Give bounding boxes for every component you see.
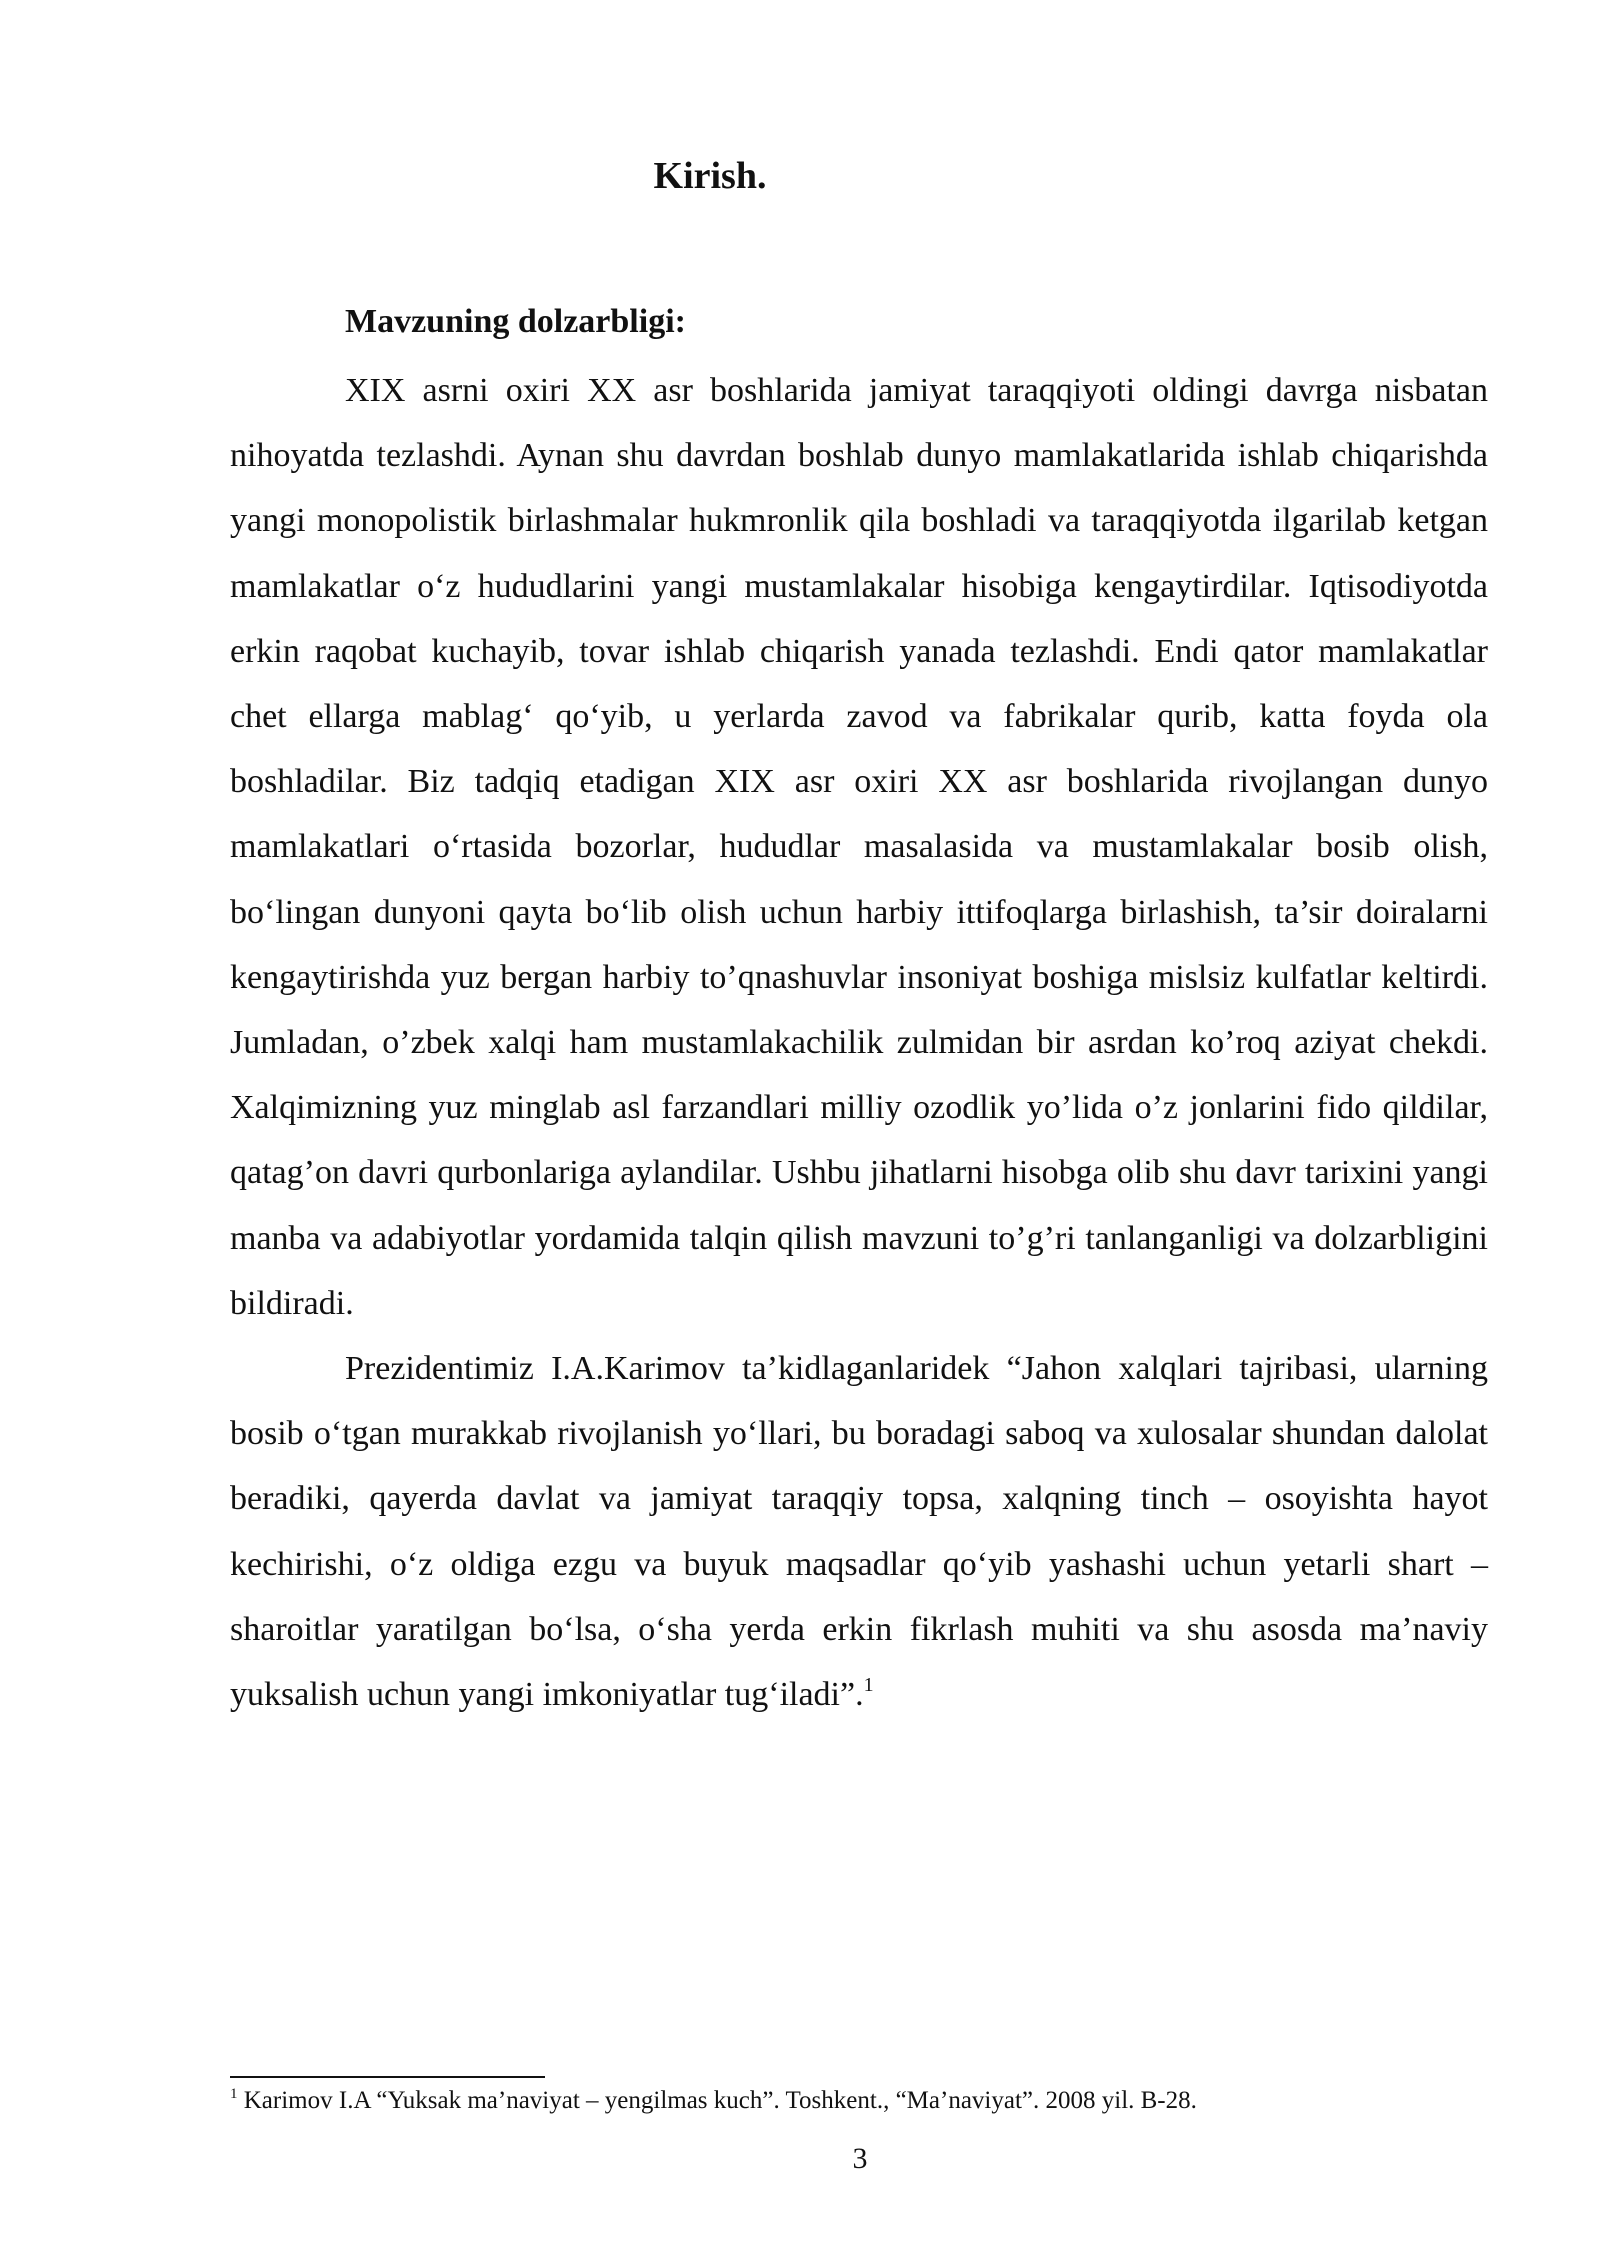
footnote-reference[interactable]: 1 xyxy=(863,1674,874,1697)
paragraph xyxy=(230,1336,1488,1727)
footnote xyxy=(230,2084,1488,2118)
body-text xyxy=(230,358,1488,1727)
page-number: 3 xyxy=(852,2142,868,2175)
footnote-text: Karimov I.A “Yuksak ma’naviyat – yengilmas kuch”. Toshkent., “Ma’naviyat”. 2008 yil. B-28. xyxy=(243,2087,1197,2114)
section-heading: Mavzuning dolzarbligi: xyxy=(345,303,686,340)
page-title: Kirish. xyxy=(653,155,767,197)
paragraph-text: XIX asrni oxiri XX asr boshlarida jamiyat taraqqiyoti oldingi davrga nisbatan nihoyatda tezlashdi. Aynan shu davrdan boshlab dunyo mamlakatlarida ishlab chiqarishda yangi monopolistik birlashmalar hukmronlik qila boshladi va taraqqiyotda ilgarilab ketgan mamlakatlar o‘z hududlarini yangi mustamlakalar hisobiga kengaytirdilar. Iqtisodiyotda erkin raqobat kuchayib, tovar ishlab chiqarish yanada tezlashdi. Endi qator mamlakatlar chet ellarga mablag‘ qo‘yib, u yerlarda zavod va fabrikalar qurib, katta foyda ola boshladilar. Biz tadqiq etadigan XIX asr oxiri XX asr boshlarida rivojlangan dunyo mamlakatlari o‘rtasida bozorlar, hududlar masalasida va mustamlakalar bosib olish, bo‘lingan dunyoni qayta bo‘lib olish uchun harbiy ittifoqlarga birlashish, ta’sir doiralarni kengaytirishda yuz bergan harbiy to’qnashuvlar insoniyat boshiga mislsiz kulfatlar keltirdi. Jumladan, o’zbek xalqi ham mustamlakachilik zulmidan bir asrdan ko’roq aziyat chekdi. Xalqimizning yuz minglab asl farzandlari milliy ozodlik yo’lida o’z jonlarini fido qildilar, qatag’on davri qurbonlariga aylandilar. Ushbu jihatlarni hisobga olib shu davr tarixini yangi manba va adabiyotlar yordamida talqin qilish mavzuni to’g’ri tanlanganligi va dolzarbligini bildiradi. xyxy=(230,372,1488,1322)
paragraph xyxy=(230,358,1488,1336)
footnote-marker: 1 xyxy=(230,2086,238,2102)
footnote-separator xyxy=(230,2076,545,2078)
paragraph-text: Prezidentimiz I.A.Karimov ta’kidlaganlaridek “Jahon xalqlari tajribasi, ularning bosib o‘tgan murakkab rivojlanish yo‘llari, bu boradagi saboq va xulosalar shundan dalolat beradiki, qayerda davlat va jamiyat taraqqiy topsa, xalqning tinch – osoyishta hayot kechirishi, o‘z oldiga ezgu va buyuk maqsadlar qo‘yib yashashi uchun yetarli shart – sharoitlar yaratilgan bo‘lsa, o‘sha yerda erkin fikrlash muhiti va shu asosda ma’naviy yuksalish uchun yangi imkoniyatlar tug‘iladi”. xyxy=(230,1350,1488,1714)
